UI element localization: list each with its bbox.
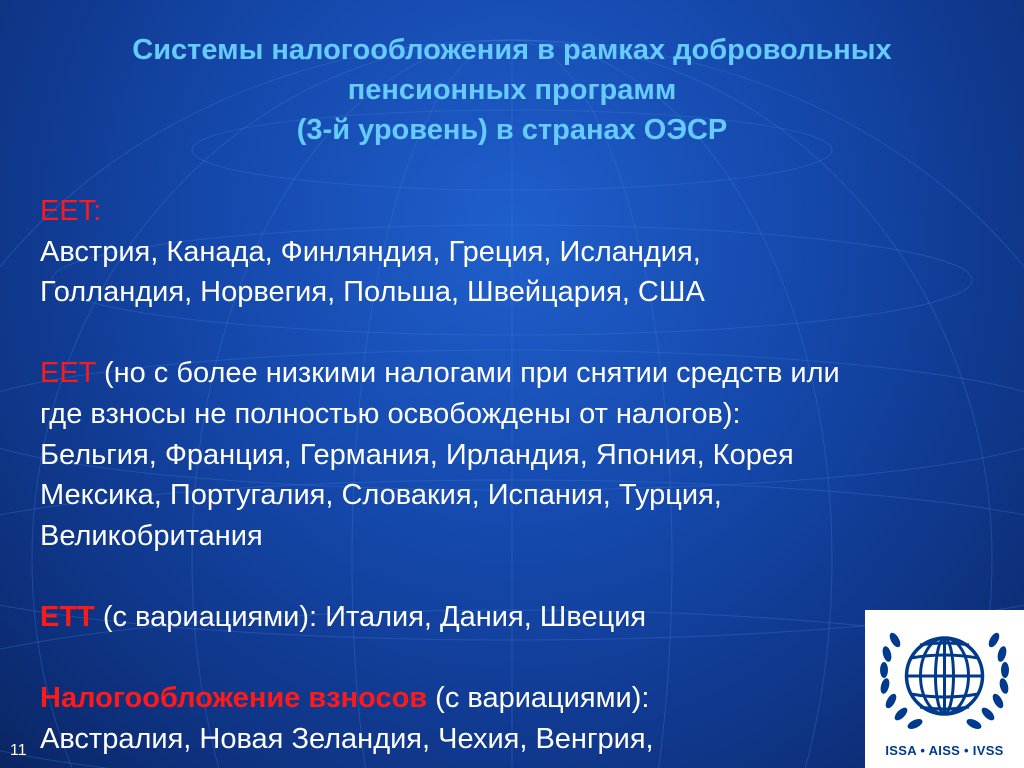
ett-label: ETT (40, 600, 95, 633)
un-style-globe-laurel-icon (865, 610, 1024, 745)
ett-countries: (с вариациями): Италия, Дания, Швеция (94, 600, 647, 633)
spacer (40, 556, 1000, 597)
eet-reduced-description: (но с более низкими налогами при снятии средств или (95, 357, 840, 390)
contrib-label: Налогообложение взносов (40, 682, 428, 715)
slide-number: 11 (10, 742, 27, 759)
ett-line (40, 597, 1000, 638)
contrib-heading (40, 678, 1000, 719)
eet-reduced-label: EET (40, 357, 96, 390)
eet-heading (40, 191, 1000, 232)
contrib-description: (с вариациями): (427, 682, 650, 715)
logo-text: ISSA • AISS • IVSS (885, 743, 1004, 758)
title-line-2: пенсионных программ (347, 74, 677, 106)
eet-reduced-heading (40, 353, 1000, 394)
eet-reduced-line-1: где взносы не полностью освобождены от налогов): (40, 397, 741, 430)
spacer (40, 313, 1000, 354)
slide-body (40, 191, 1000, 759)
title-line-3: (3-й уровень) в странах ОЭСР (296, 114, 728, 146)
eet-colon: : (93, 195, 102, 227)
eet-reduced-line-4: Великобритания (40, 519, 263, 552)
eet-countries-line-1: Австрия, Канада, Финляндия, Греция, Исландия, (40, 235, 701, 268)
issa-logo (865, 610, 1024, 768)
eet-reduced-line-2: Бельгия, Франция, Германия, Ирландия, Япония, Корея (40, 438, 794, 471)
title-line-1: Системы налогообложения в рамках добровольных (132, 34, 892, 66)
slide-title (0, 30, 1024, 150)
eet-countries-line-2: Голландия, Норвегия, Польша, Швейцария, США (40, 276, 705, 309)
eet-reduced-line-3: Мексика, Португалия, Словакия, Испания, Турция, (40, 479, 722, 512)
eet-label: EET (40, 195, 94, 227)
contrib-countries-line-1: Австралия, Новая Зеландия, Чехия, Венгрия, (40, 722, 654, 755)
spacer (40, 638, 1000, 679)
